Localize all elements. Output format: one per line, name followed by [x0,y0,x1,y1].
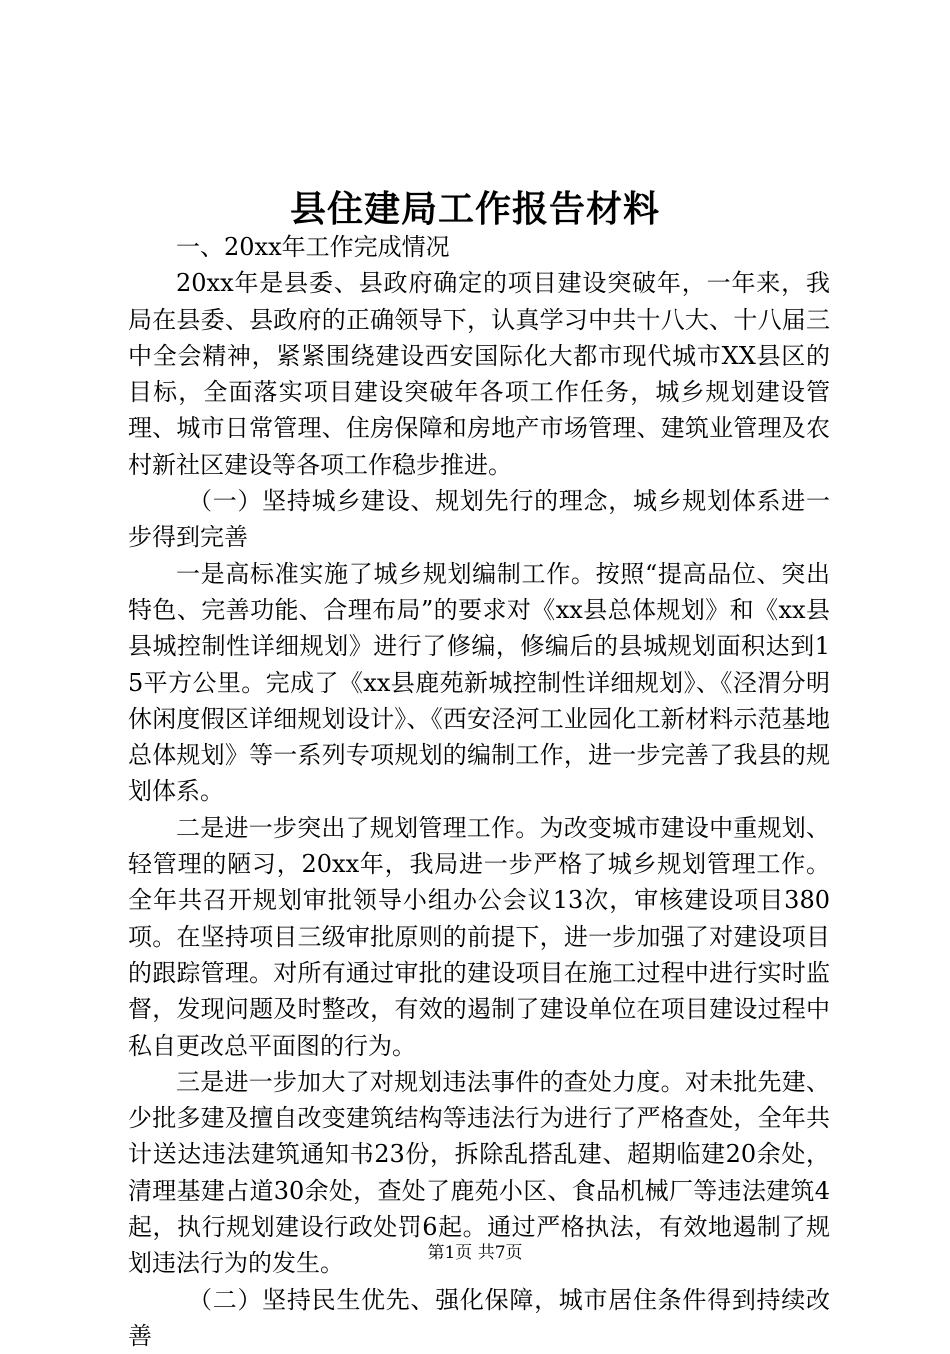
document-title: 县住建局工作报告材料 [289,188,660,230]
section-heading: 一、20xx年工作完成情况 [176,233,450,261]
subsection-heading: （二）坚持民生优先、强化保障，城市居住条件得到持续改善 [128,1285,830,1350]
body-paragraph: 20xx年是县委、县政府确定的项目建设突破年，一年来，我局在县委、县政府的正确领导下，认真学习中共十八大、十八届三中全会精神，紧紧围绕建设西安国际化大都市现代城市XX县区的目标，全面落实项目建设突破年各项工作任务，城乡规划建设管理、城市日常管理、住房保障和房地产市场管理、建筑业管理及农村新社区建设等各项工作稳步推进。 [128,269,830,479]
body-paragraph: 一是高标准实施了城乡规划编制工作。按照“提高品位、突出特色、完善功能、合理布局”的要求对《xx县总体规划》和《xx县县城控制性详细规划》进行了修编，修编后的县城规划面积达到15平方公里。完成了《xx县鹿苑新城控制性详细规划》、《泾渭分明休闲度假区详细规划设计》、《西安泾河工业园化工新材料示范基地总体规划》等一系列专项规划的编制工作，进一步完善了我县的规划体系。 [128,559,830,806]
body-paragraph: 三是进一步加大了对规划违法事件的查处力度。对未批先建、少批多建及擅自改变建筑结构等违法行为进行了严格查处，全年共计送达违法建筑通知书23份，拆除乱搭乱建、超期临建20余处，清理基建占道30余处，查处了鹿苑小区、食品机械厂等违法建筑4起，执行规划建设行政处罚6起。通过严格执法，有效地遏制了规划违法行为的发生。 [128,1067,830,1278]
document-body [128,229,830,1354]
subsection-heading: （一）坚持城乡建设、规划先行的理念，城乡规划体系进一步得到完善 [128,487,830,552]
body-paragraph: 二是进一步突出了规划管理工作。为改变城市建设中重规划、轻管理的陋习，20xx年，我局进一步严格了城乡规划管理工作。全年共召开规划审批领导小组办公会议13次，审核建设项目380项。在坚持项目三级审批原则的前提下，进一步加强了对建设项目的跟踪管理。对所有通过审批的建设项目在施工过程中进行实时监督，发现问题及时整改，有效的遏制了建设单位在项目建设过程中私自更改总平面图的行为。 [128,813,830,1060]
page-footer: 第1页 共7页 [427,1243,523,1263]
